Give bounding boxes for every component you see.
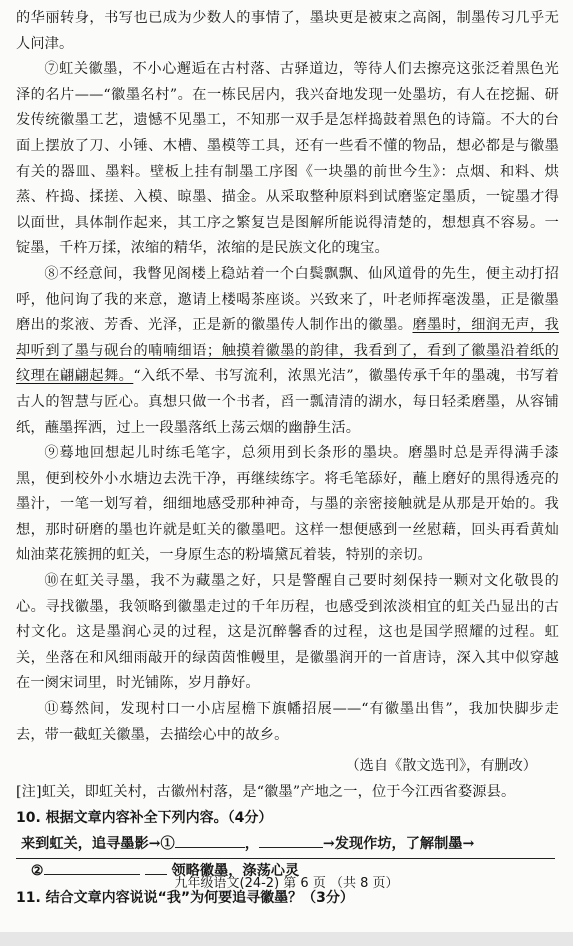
underlined-sentence: 磨墨时，细润无声，我却听到了墨与砚台的喃喃细语；触摸着徽墨的韵律，我看到了，看到了徽墨沿着纸的纹理在翩翩起舞。 <box>16 317 559 385</box>
annotation-note: [注]虹关，即虹关村，古徽州村落，是“徽墨”产地之一，位于今江西省婺源县。 <box>16 783 516 800</box>
row1-end-text: →发现作坊，了解制墨→ <box>322 836 475 853</box>
question-10-row-1 <box>16 831 559 858</box>
paragraph-8-part-1: ⑧不经意间，我瞥见阁楼上稳站着一个白鬓飘飘、仙风道骨的先生，便主动打招呼，他问询了我的来意，邀请上楼喝茶座谈。兴致来了，叶老师挥毫泼墨，正是徽墨磨出的浆液、芳香、光泽，正是新的徽墨传人制作出的徽墨。 <box>16 265 559 334</box>
row2-end-text: 领略徽墨，涤荡心灵 <box>171 863 300 880</box>
page-footer: 九年级语文(24-2) 第 6 页 （共 8 页） <box>174 876 399 891</box>
answer-blank-1a[interactable] <box>175 831 245 848</box>
row1-comma: ， <box>244 836 259 853</box>
question-10-prompt: 10. 根据文章内容补全下列内容。（4分） <box>16 810 273 827</box>
paragraph-8-part-3: “入纸不晕、书写流利，浓黑光洁”，徽墨传承千年的墨魂，书写着古人的智慧与匠心。真想只做一个书者，舀一瓢清清的湖水，每日轻柔磨墨，从容铺纸，蘸墨挥洒，过上一段墨落纸上荡云烟的幽静生活。 <box>16 368 560 436</box>
paragraph-7: ⑦虹关徽墨，不小心邂逅在古村落、古驿道边，等待人们去擦亮这张泛着黑色光泽的名片——“徽墨名村”。在一栋民居内，我兴奋地发现一处墨坊，有人在挖掘、研发传统徽墨工艺，遗憾不见墨工，不知那一双手是怎样捣鼓着黑色的诗篇。不大的台面上摆放了刀、小锤、木槽、墨模等工具，还有一些看不懂的物品，想必都是与徽墨有关的器皿、墨料。壁板上挂有制墨工序图《一块墨的前世今生》：点烟、和料、烘蒸、杵捣、揉搓、入模、晾墨、描金。从采取整种原料到试磨鉴定墨质，一锭墨才得以面世，具体制作起来，其工序之繁复岂是图解所能说得清楚的，想想真不容易。一锭墨，千杵万揉，浓缩的精华，浓缩的是民族文化的瑰宝。 <box>16 61 559 257</box>
answer-blank-1b[interactable] <box>259 831 323 848</box>
row2-start-text: ② <box>30 863 44 880</box>
paragraph-8 <box>16 262 559 441</box>
paragraph-9: ⑨蓦地回想起儿时练毛笔字，总须用到长条形的墨块。磨墨时总是弄得满手漆黑，便到校外小水塘边去洗干净，再继续练字。将毛笔舔好，蘸上磨好的黑得透亮的墨汁，一笔一划写着，细细地感受那种神奇，与墨的亲密接触就是从那是开始的。我想，那时研磨的墨也许就是虹关的徽墨吧。这样一想便感到一丝慰藉，回头再看黄灿灿油菜花簇拥的虹关，一身原生态的粉墙黛瓦着装，特别的亲切。 <box>16 445 559 564</box>
footer-divider <box>16 858 555 859</box>
source-citation: （选自《散文选刊》，有删改） <box>345 758 537 775</box>
row1-start-text: 来到虹关，追寻墨影→① <box>20 836 175 853</box>
bottom-edge <box>0 932 573 946</box>
paragraph-10: ⑩在虹关寻墨，我不为藏墨之好，只是警醒自己要时刻保持一颗对文化敬畏的心。寻找徽墨，我领略到徽墨走过的千年历程，也感受到浓淡相宜的虹关凸显出的古村文化。这是墨润心灵的过程，这是沉醉馨香的过程，这也是国学照耀的过程。虹关，坐落在和风细雨敲开的绿茵茵惟幔里，是徽墨润开的一首唐诗，深入其中似穿越在一阕宋词里，时光铺陈，岁月静好。 <box>16 573 559 692</box>
paragraph-11: ⑪蓦然间，发现村口一小店屋檐下旗幡招展——“有徽墨出售”，我加快脚步走去，带一截虹关徽墨，去描绘心中的故乡。 <box>16 701 559 743</box>
paragraph-continued: 的华丽转身，书写也已成为少数人的事情了，墨块更是被束之高阁，制墨传习几乎无人问津。 <box>16 10 559 52</box>
question-11-prompt: 11. 结合文章内容说说“我”为何要追寻徽墨？（3分） <box>16 890 354 907</box>
